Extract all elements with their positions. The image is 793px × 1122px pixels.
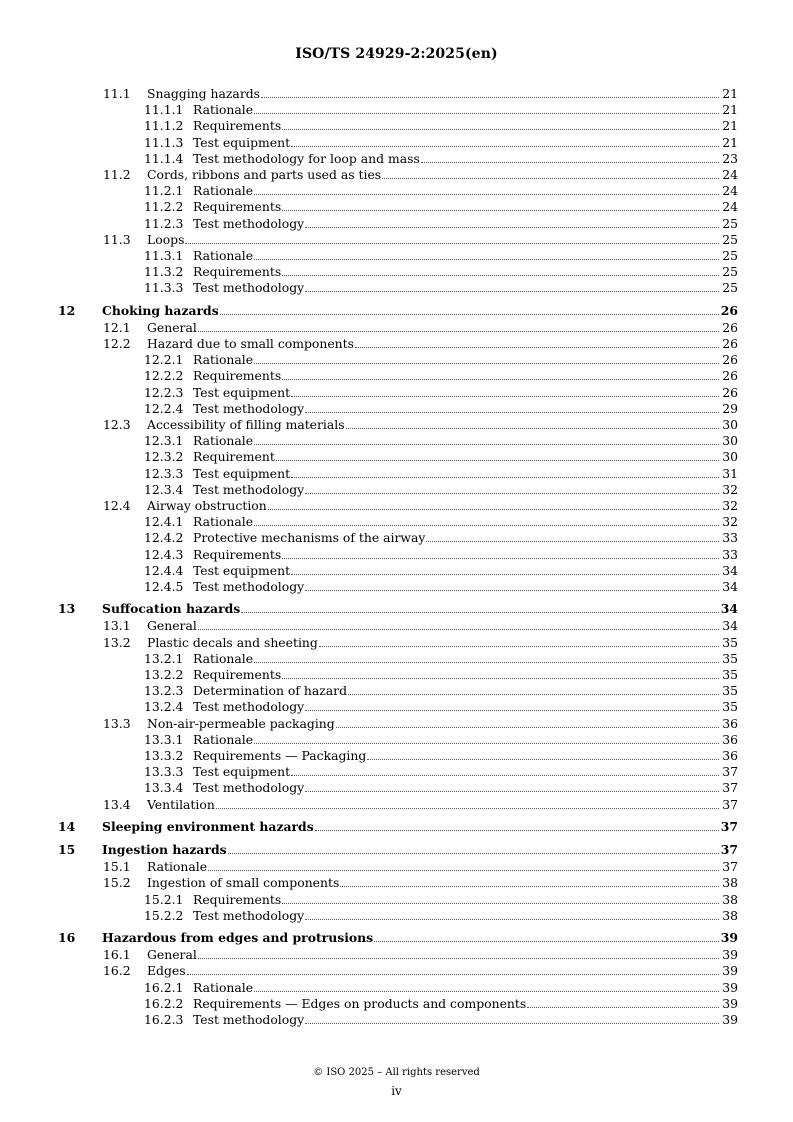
toc-entry-title: Edges bbox=[147, 963, 186, 979]
toc-entry-page: 37 bbox=[722, 764, 738, 780]
toc-entry-page: 35 bbox=[722, 667, 738, 682]
dot-leader bbox=[220, 314, 719, 315]
toc-entry-page: 38 bbox=[722, 875, 738, 891]
toc-entry-page: 34 bbox=[722, 579, 738, 594]
toc-entry-number: 12.3.2 bbox=[144, 449, 184, 465]
toc-entry-title: Requirement bbox=[193, 449, 275, 465]
dot-leader bbox=[374, 941, 719, 942]
toc-entry-number: 15.1 bbox=[103, 859, 131, 875]
toc-entry-number: 13.4 bbox=[103, 796, 131, 812]
toc-entry-page: 33 bbox=[722, 546, 738, 562]
toc-entry-number: 11.3 bbox=[103, 231, 131, 247]
dot-leader bbox=[254, 991, 719, 992]
toc-entry-number: 11.2 bbox=[103, 167, 131, 182]
dot-leader bbox=[198, 629, 719, 630]
dot-leader bbox=[282, 678, 719, 679]
toc-entry-number: 12.2.1 bbox=[144, 352, 184, 368]
toc-entry[interactable] bbox=[0, 352, 793, 368]
toc-entry-page: 39 bbox=[722, 1012, 738, 1027]
toc-entry[interactable] bbox=[0, 102, 793, 118]
toc-entry[interactable] bbox=[0, 336, 793, 352]
toc-entry-page: 26 bbox=[722, 319, 738, 335]
toc-entry-page: 38 bbox=[722, 907, 738, 923]
toc-entry-page: 35 bbox=[722, 650, 738, 666]
toc-entry-title: Snagging hazards bbox=[147, 86, 261, 101]
toc-entry-number: 13.2.4 bbox=[144, 699, 184, 715]
toc-entry-title: Airway obstruction bbox=[147, 498, 267, 513]
dot-leader bbox=[291, 574, 719, 575]
toc-entry-number: 12.3.3 bbox=[144, 465, 184, 481]
toc-entry-title: Determination of hazard bbox=[193, 683, 348, 699]
toc-entry-page: 34 bbox=[722, 562, 738, 578]
toc-entry-number: 15.2.1 bbox=[144, 891, 184, 907]
toc-entry-page: 25 bbox=[722, 280, 738, 296]
toc-entry[interactable] bbox=[0, 320, 793, 336]
toc-entry-title: Cords, ribbons and parts used as ties bbox=[147, 167, 382, 182]
dot-leader bbox=[319, 646, 719, 647]
toc-entry-title: Test equipment bbox=[193, 134, 291, 150]
dot-leader bbox=[291, 775, 719, 776]
toc-entry-number: 12 bbox=[58, 302, 76, 318]
toc-entry-page: 37 bbox=[720, 842, 738, 857]
toc-entry-title: Rationale bbox=[193, 650, 254, 666]
toc-entry[interactable] bbox=[0, 819, 793, 835]
toc-entry-number: 12.2.3 bbox=[144, 384, 184, 400]
dot-leader bbox=[305, 919, 719, 920]
dot-leader bbox=[216, 808, 719, 809]
toc-entry[interactable] bbox=[0, 449, 793, 465]
toc-entry-page: 21 bbox=[722, 134, 738, 150]
toc-entry[interactable] bbox=[0, 563, 793, 579]
toc-entry-number: 12.2.2 bbox=[144, 368, 184, 384]
dot-leader bbox=[305, 1023, 719, 1024]
toc-entry-number: 13.3.4 bbox=[144, 780, 184, 796]
toc-entry-title: Protective mechanisms of the airway bbox=[193, 530, 426, 546]
toc-entry-page: 33 bbox=[722, 530, 738, 546]
toc-entry-number: 12.1 bbox=[103, 319, 131, 335]
toc-entry-page: 23 bbox=[722, 150, 738, 166]
dot-leader bbox=[261, 97, 719, 98]
dot-leader bbox=[527, 1007, 719, 1008]
toc-entry-number: 14 bbox=[58, 818, 76, 834]
toc-entry-number: 16.1 bbox=[103, 947, 131, 963]
toc-entry-title: Accessibility of filling materials bbox=[147, 417, 345, 432]
toc-entry[interactable] bbox=[0, 618, 793, 634]
dot-leader bbox=[426, 541, 719, 542]
toc-entry[interactable] bbox=[0, 716, 793, 732]
toc-entry-number: 11.2.3 bbox=[144, 215, 184, 231]
toc-entry-page: 36 bbox=[722, 715, 738, 731]
toc-entry-title: Test equipment bbox=[193, 465, 291, 481]
toc-entry-title: Requirements — Packaging bbox=[193, 748, 367, 763]
toc-entry-title: Rationale bbox=[147, 859, 208, 875]
dot-leader bbox=[305, 791, 719, 792]
toc-entry-page: 39 bbox=[722, 947, 738, 963]
toc-entry[interactable] bbox=[0, 167, 793, 183]
toc-entry[interactable] bbox=[0, 514, 793, 530]
toc-entry-title: General bbox=[147, 947, 197, 963]
toc-entry-number: 12.4.2 bbox=[144, 530, 184, 546]
toc-entry-number: 11.2.2 bbox=[144, 199, 184, 215]
toc-entry-page: 37 bbox=[722, 780, 738, 796]
toc-entry[interactable] bbox=[0, 151, 793, 167]
toc-entry-page: 32 bbox=[722, 481, 738, 497]
toc-entry-number: 16.2.3 bbox=[144, 1012, 184, 1027]
toc-entry-title: Test methodology bbox=[193, 780, 305, 796]
toc-entry-number: 12.2 bbox=[103, 336, 131, 351]
toc-entry[interactable] bbox=[0, 732, 793, 748]
toc-entry-page: 31 bbox=[722, 465, 738, 481]
toc-entry[interactable] bbox=[0, 280, 793, 296]
dot-leader bbox=[336, 727, 719, 728]
toc-entry-page: 25 bbox=[722, 248, 738, 263]
toc-entry-title: Requirements bbox=[193, 891, 282, 907]
toc-entry[interactable] bbox=[0, 482, 793, 498]
toc-entry-number: 13.1 bbox=[103, 618, 131, 634]
toc-entry-page: 21 bbox=[722, 118, 738, 134]
toc-entry[interactable] bbox=[0, 875, 793, 891]
toc-entry-page: 35 bbox=[722, 683, 738, 699]
dot-leader bbox=[185, 243, 719, 244]
dot-leader bbox=[291, 396, 719, 397]
toc-entry-page: 39 bbox=[720, 930, 738, 945]
toc-entry-page: 29 bbox=[722, 400, 738, 416]
toc-entry-number: 11.3.1 bbox=[144, 248, 184, 263]
toc-entry[interactable] bbox=[0, 248, 793, 264]
toc-entry[interactable] bbox=[0, 780, 793, 796]
toc-entry-title: Test methodology bbox=[193, 699, 305, 715]
dot-leader bbox=[305, 412, 719, 413]
toc-entry-number: 11.3.3 bbox=[144, 280, 184, 296]
toc-entry-title: Sleeping environment hazards bbox=[102, 818, 314, 834]
toc-entry-title: Requirements bbox=[193, 368, 282, 384]
dot-leader bbox=[254, 662, 719, 663]
toc-entry[interactable] bbox=[0, 996, 793, 1012]
toc-entry-number: 12.4.1 bbox=[144, 514, 184, 530]
toc-entry-title: Ingestion of small components bbox=[147, 875, 340, 891]
toc-entry-number: 12.3.1 bbox=[144, 433, 184, 449]
toc-entry-number: 12.4.4 bbox=[144, 562, 184, 578]
dot-leader bbox=[254, 194, 719, 195]
toc-entry-title: Test methodology bbox=[193, 215, 305, 231]
toc-entry-page: 38 bbox=[722, 891, 738, 907]
toc-entry-page: 37 bbox=[722, 796, 738, 812]
toc-entry-number: 16.2 bbox=[103, 963, 131, 979]
toc-entry[interactable] bbox=[0, 651, 793, 667]
toc-entry-page: 32 bbox=[722, 498, 738, 513]
toc-entry-title: Hazard due to small components bbox=[147, 336, 354, 351]
dot-leader bbox=[367, 759, 719, 760]
toc-entry-page: 21 bbox=[722, 86, 738, 101]
toc-entry-number: 13.2 bbox=[103, 634, 131, 650]
dot-leader bbox=[254, 444, 719, 445]
toc-entry-title: Requirements bbox=[193, 118, 282, 134]
toc-entry[interactable] bbox=[0, 930, 793, 946]
toc-entry[interactable] bbox=[0, 401, 793, 417]
dot-leader bbox=[241, 612, 719, 613]
toc-entry[interactable] bbox=[0, 748, 793, 764]
toc-entry-title: Requirements bbox=[193, 546, 282, 562]
dot-leader bbox=[348, 694, 719, 695]
toc-entry-title: General bbox=[147, 319, 197, 335]
toc-entry-title: Choking hazards bbox=[102, 302, 219, 318]
toc-entry-number: 15 bbox=[58, 842, 76, 857]
dot-leader bbox=[276, 460, 719, 461]
toc-entry-number: 12.4 bbox=[103, 498, 131, 513]
dot-leader bbox=[305, 291, 719, 292]
toc-entry-title: Ventilation bbox=[147, 796, 215, 812]
toc-entry[interactable] bbox=[0, 216, 793, 232]
dot-leader bbox=[346, 428, 719, 429]
toc-entry[interactable] bbox=[0, 368, 793, 384]
toc-entry-page: 24 bbox=[722, 183, 738, 199]
toc-entry-number: 11.1 bbox=[103, 86, 131, 101]
toc-entry-title: Test methodology bbox=[193, 280, 305, 296]
toc-entry-title: Hazardous from edges and protrusions bbox=[102, 930, 374, 945]
dot-leader bbox=[254, 525, 719, 526]
toc-entry[interactable] bbox=[0, 635, 793, 651]
dot-leader bbox=[315, 830, 719, 831]
toc-entry-title: Test equipment bbox=[193, 562, 291, 578]
toc-entry-number: 11.1.3 bbox=[144, 134, 184, 150]
toc-entry[interactable] bbox=[0, 797, 793, 813]
toc-entry[interactable] bbox=[0, 530, 793, 546]
toc-entry-title: Test methodology bbox=[193, 907, 305, 923]
toc-entry-page: 30 bbox=[722, 449, 738, 465]
toc-entry[interactable] bbox=[0, 547, 793, 563]
toc-entry-page: 34 bbox=[720, 601, 738, 617]
toc-entry-number: 16 bbox=[58, 930, 76, 945]
toc-entry-page: 35 bbox=[722, 699, 738, 715]
toc-entry-page: 25 bbox=[722, 231, 738, 247]
toc-entry[interactable] bbox=[0, 667, 793, 683]
toc-entry-number: 11.1.2 bbox=[144, 118, 184, 134]
toc-entry-number: 15.2.2 bbox=[144, 907, 184, 923]
toc-entry[interactable] bbox=[0, 86, 793, 102]
dot-leader bbox=[282, 129, 719, 130]
dot-leader bbox=[305, 710, 719, 711]
toc-entry-title: Requirements — Edges on products and components bbox=[193, 995, 527, 1011]
toc-entry[interactable] bbox=[0, 199, 793, 215]
dot-leader bbox=[254, 259, 719, 260]
toc-entry-title: Test equipment bbox=[193, 384, 291, 400]
toc-entry-title: Loops bbox=[147, 231, 185, 247]
toc-entry-title: Rationale bbox=[193, 433, 254, 449]
toc-entry-page: 37 bbox=[720, 818, 738, 834]
toc-entry-title: Test methodology for loop and mass bbox=[193, 150, 420, 166]
toc-entry-page: 36 bbox=[722, 748, 738, 763]
dot-leader bbox=[254, 743, 719, 744]
toc-entry-number: 13.2.1 bbox=[144, 650, 184, 666]
toc-entry-page: 24 bbox=[722, 167, 738, 182]
toc-entry-page: 30 bbox=[722, 433, 738, 449]
toc-entry[interactable] bbox=[0, 303, 793, 319]
toc-entry-page: 32 bbox=[722, 514, 738, 530]
dot-leader bbox=[382, 178, 719, 179]
toc-entry-number: 11.1.4 bbox=[144, 150, 184, 166]
toc-entry[interactable] bbox=[0, 183, 793, 199]
toc-entry-number: 11.3.2 bbox=[144, 264, 184, 280]
toc-entry-title: General bbox=[147, 618, 197, 634]
toc-entry-title: Test methodology bbox=[193, 1012, 305, 1027]
toc-entry-page: 39 bbox=[722, 995, 738, 1011]
dot-leader bbox=[291, 477, 719, 478]
toc-entry-number: 11.2.1 bbox=[144, 183, 184, 199]
toc-entry-number: 12.4.5 bbox=[144, 579, 184, 594]
toc-entry-number: 12.3.4 bbox=[144, 481, 184, 497]
document-header: ISO/TS 24929-2:2025(en) bbox=[295, 46, 498, 62]
toc-entry-number: 13.2.3 bbox=[144, 683, 184, 699]
copyright-notice: © ISO 2025 – All rights reserved bbox=[313, 1067, 480, 1078]
toc-entry-number: 16.2.1 bbox=[144, 979, 184, 995]
toc-entry-page: 37 bbox=[722, 859, 738, 875]
toc-entry-number: 11.1.1 bbox=[144, 102, 184, 118]
toc-entry-page: 26 bbox=[722, 336, 738, 351]
toc-entry-title: Requirements bbox=[193, 264, 282, 280]
toc-entry-title: Rationale bbox=[193, 102, 254, 118]
toc-entry-title: Requirements bbox=[193, 199, 282, 215]
dot-leader bbox=[340, 886, 719, 887]
toc-entry[interactable] bbox=[0, 579, 793, 595]
toc-entry-number: 13.3.1 bbox=[144, 731, 184, 747]
toc-entry-page: 30 bbox=[722, 417, 738, 432]
toc-entry[interactable] bbox=[0, 466, 793, 482]
toc-entry[interactable] bbox=[0, 980, 793, 996]
dot-leader bbox=[305, 227, 719, 228]
toc-entry-title: Plastic decals and sheeting bbox=[147, 634, 318, 650]
toc-entry-title: Rationale bbox=[193, 979, 254, 995]
toc-entry[interactable] bbox=[0, 601, 793, 617]
dot-leader bbox=[355, 347, 719, 348]
toc-entry-title: Ingestion hazards bbox=[102, 842, 227, 857]
dot-leader bbox=[282, 379, 719, 380]
toc-entry-number: 16.2.2 bbox=[144, 995, 184, 1011]
toc-entry-title: Suffocation hazards bbox=[102, 601, 241, 617]
toc-entry-page: 26 bbox=[720, 302, 738, 318]
toc-entry[interactable] bbox=[0, 417, 793, 433]
toc-entry[interactable] bbox=[0, 433, 793, 449]
toc-entry-page: 39 bbox=[722, 979, 738, 995]
dot-leader bbox=[291, 146, 719, 147]
toc-entry[interactable] bbox=[0, 764, 793, 780]
toc-entry-number: 13.2.2 bbox=[144, 667, 184, 682]
toc-entry-page: 26 bbox=[722, 352, 738, 368]
dot-leader bbox=[198, 958, 719, 959]
toc-entry[interactable] bbox=[0, 892, 793, 908]
toc-entry-number: 12.2.4 bbox=[144, 400, 184, 416]
toc-entry-number: 13.3.3 bbox=[144, 764, 184, 780]
dot-leader bbox=[268, 509, 719, 510]
toc-entry-number: 13.3 bbox=[103, 715, 131, 731]
toc-entry-number: 12.4.3 bbox=[144, 546, 184, 562]
dot-leader bbox=[282, 903, 719, 904]
toc-entry-number: 13 bbox=[58, 601, 76, 617]
toc-entry-title: Test methodology bbox=[193, 481, 305, 497]
toc-entry-page: 39 bbox=[722, 963, 738, 979]
dot-leader bbox=[282, 558, 719, 559]
toc-entry[interactable] bbox=[0, 385, 793, 401]
toc-entry[interactable] bbox=[0, 842, 793, 858]
toc-entry-title: Test methodology bbox=[193, 400, 305, 416]
toc-entry[interactable] bbox=[0, 859, 793, 875]
toc-entry-page: 35 bbox=[722, 634, 738, 650]
toc-entry[interactable] bbox=[0, 232, 793, 248]
toc-entry-page: 25 bbox=[722, 264, 738, 280]
toc-entry-title: Rationale bbox=[193, 731, 254, 747]
toc-entry-title: Rationale bbox=[193, 183, 254, 199]
dot-leader bbox=[254, 363, 719, 364]
toc-entry-page: 21 bbox=[722, 102, 738, 118]
toc-entry-title: Rationale bbox=[193, 352, 254, 368]
toc-entry-number: 12.3 bbox=[103, 417, 131, 432]
dot-leader bbox=[187, 974, 719, 975]
toc-entry[interactable] bbox=[0, 264, 793, 280]
toc-entry[interactable] bbox=[0, 118, 793, 134]
dot-leader bbox=[305, 493, 719, 494]
dot-leader bbox=[282, 275, 719, 276]
toc-entry-page: 34 bbox=[722, 618, 738, 634]
page-number: iv bbox=[391, 1084, 402, 1098]
dot-leader bbox=[254, 113, 719, 114]
dot-leader bbox=[208, 870, 719, 871]
toc-entry[interactable] bbox=[0, 947, 793, 963]
dot-leader bbox=[228, 853, 719, 854]
toc-entry-title: Non-air-permeable packaging bbox=[147, 715, 335, 731]
toc-entry[interactable] bbox=[0, 498, 793, 514]
toc-entry-page: 36 bbox=[722, 731, 738, 747]
toc-entry-page: 24 bbox=[722, 199, 738, 215]
toc-entry-page: 25 bbox=[722, 215, 738, 231]
toc-entry-title: Test methodology bbox=[193, 579, 305, 594]
dot-leader bbox=[305, 590, 719, 591]
toc-entry-title: Rationale bbox=[193, 248, 254, 263]
toc-entry[interactable] bbox=[0, 908, 793, 924]
toc-entry-title: Requirements bbox=[193, 667, 282, 682]
toc-entry[interactable] bbox=[0, 683, 793, 699]
toc-entry-page: 26 bbox=[722, 384, 738, 400]
toc-entry-page: 26 bbox=[722, 368, 738, 384]
toc-entry[interactable] bbox=[0, 699, 793, 715]
toc-entry[interactable] bbox=[0, 1012, 793, 1028]
toc-entry[interactable] bbox=[0, 135, 793, 151]
toc-entry-title: Test equipment bbox=[193, 764, 291, 780]
dot-leader bbox=[421, 162, 719, 163]
toc-entry-number: 13.3.2 bbox=[144, 748, 184, 763]
dot-leader bbox=[282, 210, 719, 211]
toc-entry-title: Rationale bbox=[193, 514, 254, 530]
dot-leader bbox=[198, 331, 719, 332]
toc-entry[interactable] bbox=[0, 963, 793, 979]
toc-entry-number: 15.2 bbox=[103, 875, 131, 891]
